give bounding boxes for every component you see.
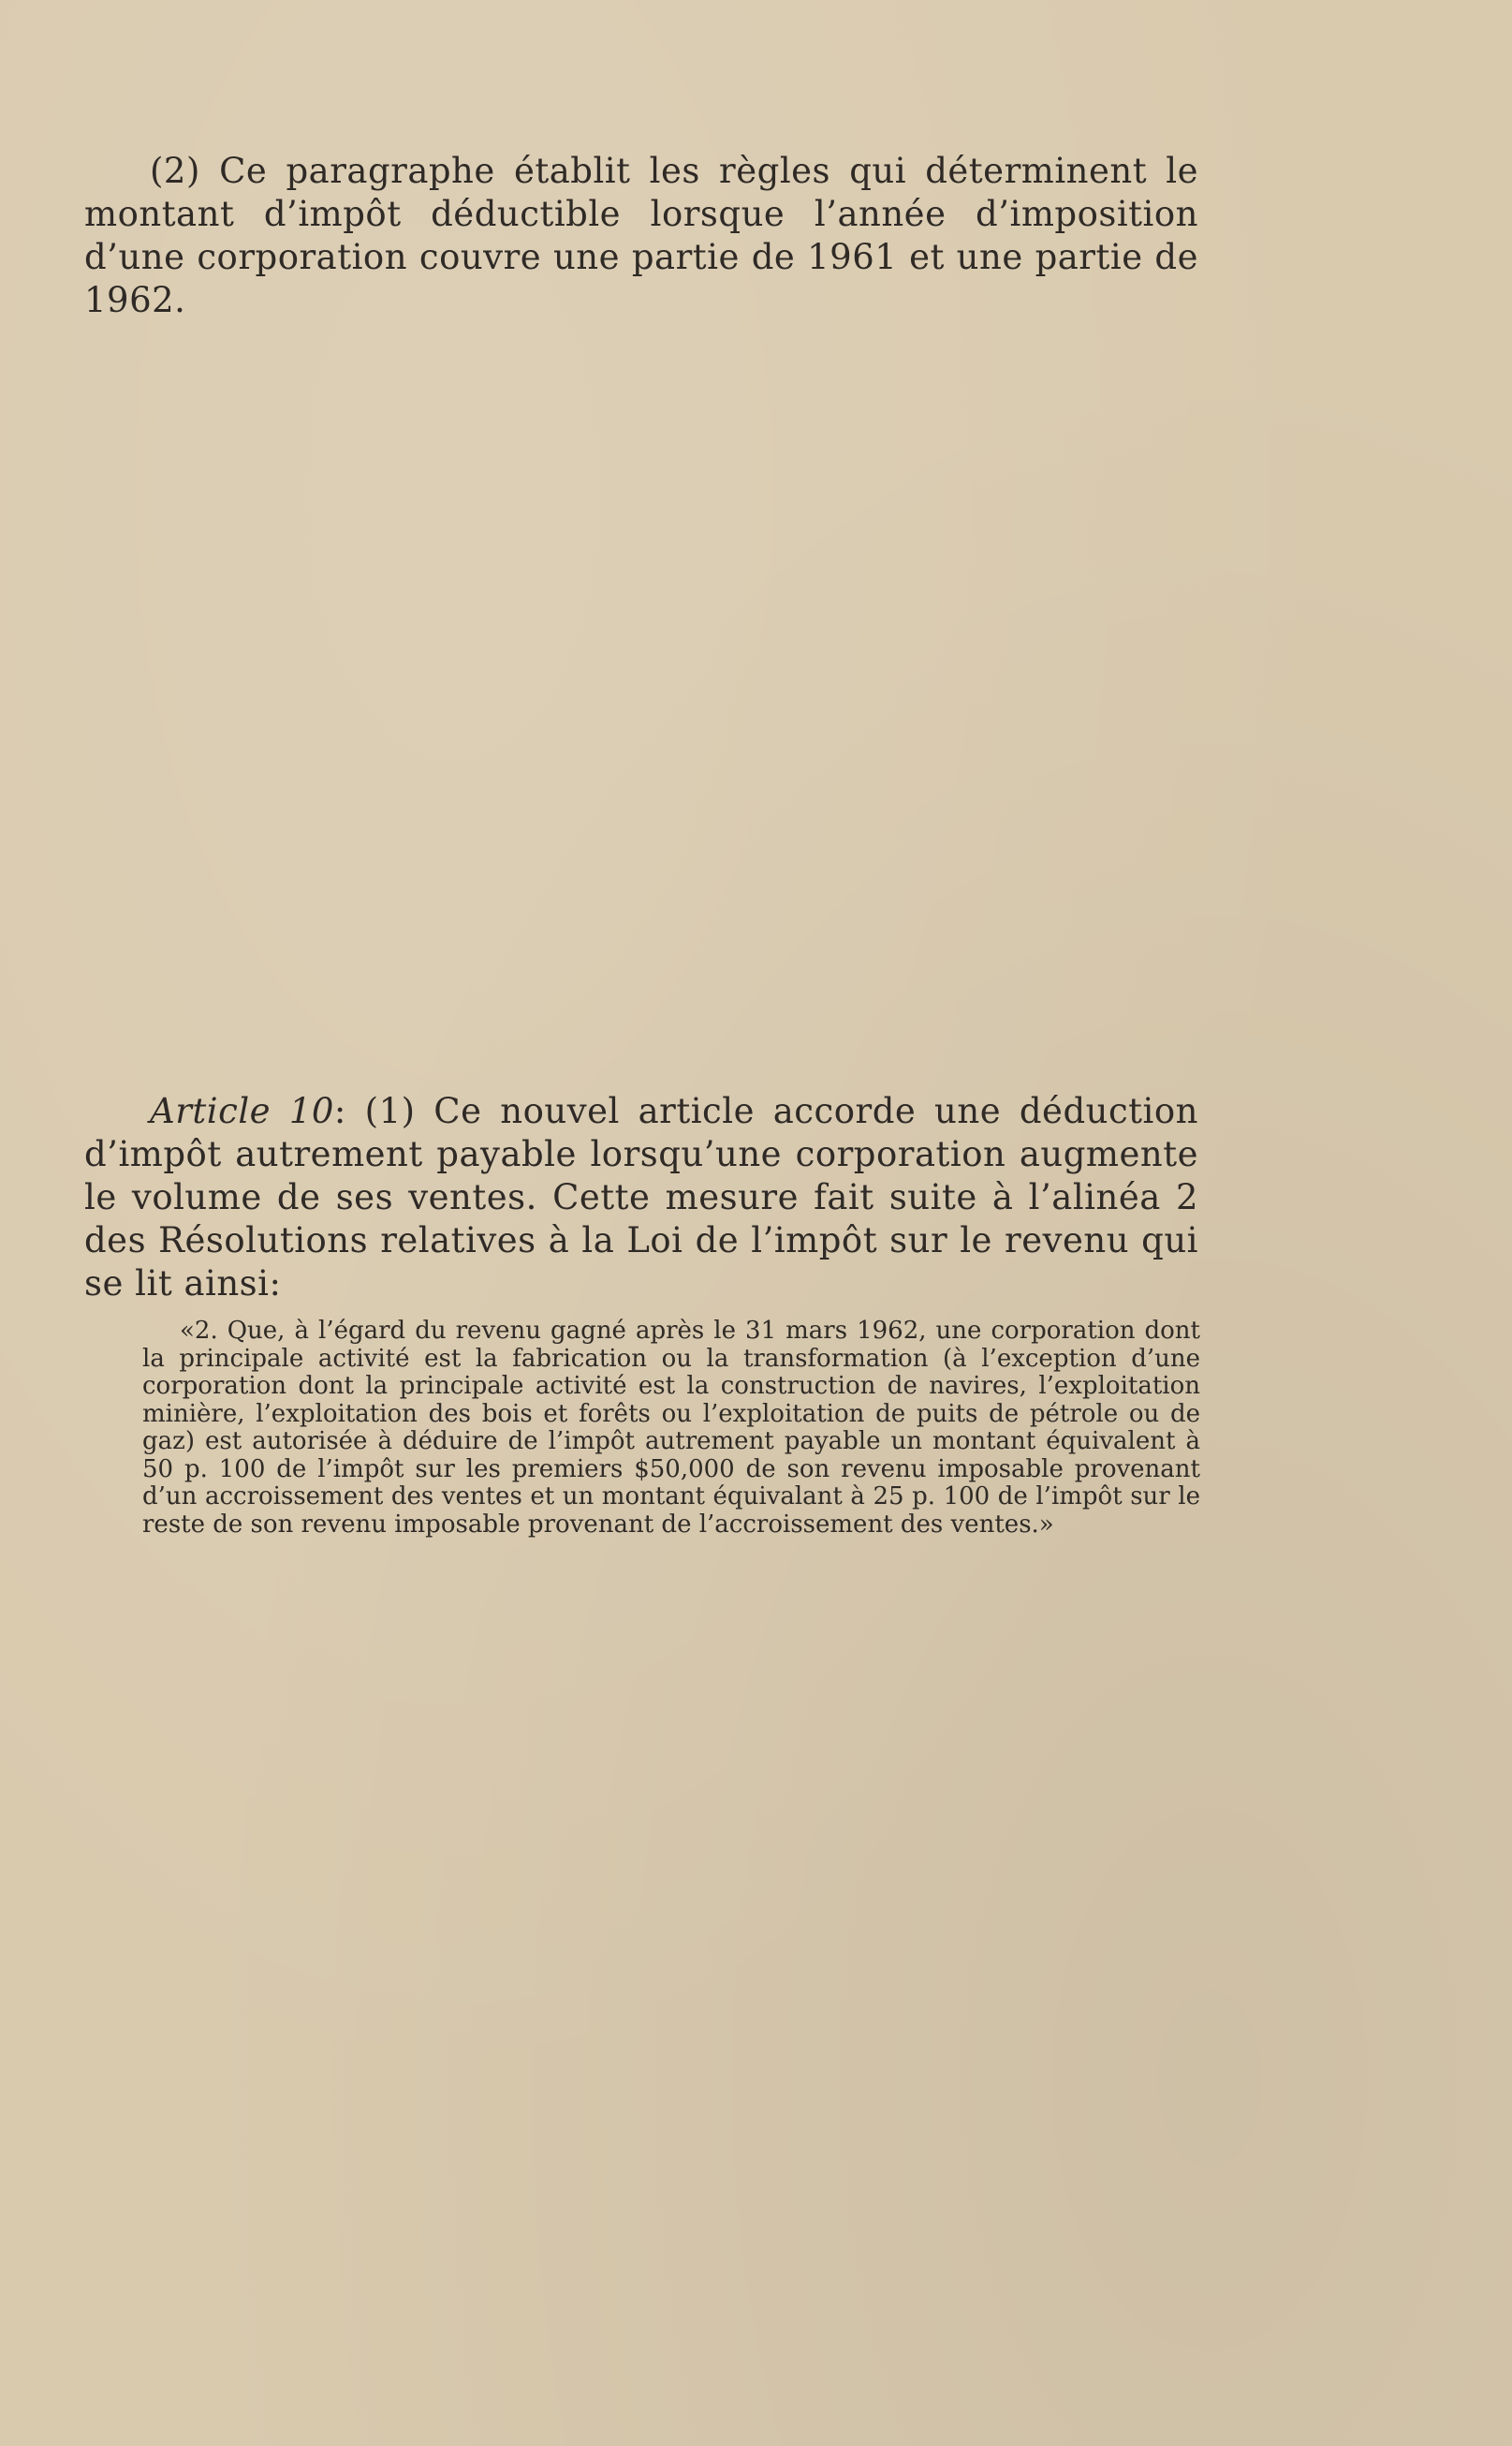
article-10-colon: : bbox=[333, 1091, 346, 1131]
article-10-block bbox=[84, 1090, 1198, 1305]
paragraph-2: (2) Ce paragraphe établit les règles qui déterminent le montant d’impôt déductible lorsque l’année d’imposition d’une corporation couvre une partie de 1961 et une partie de 1962. bbox=[84, 151, 1198, 320]
article-10-paragraph bbox=[84, 1090, 1198, 1305]
article-10-label: Article 10 bbox=[150, 1091, 334, 1131]
article-10-text: (1) Ce nouvel article accorde une déduction d’impôt autrement payable lorsqu’une corporation augmente le volume de ses ventes. Cette mesure fait suite à l’alinéa 2 des Résolutions relatives à la Loi de l’impôt sur le revenu qui se lit ainsi: bbox=[84, 1091, 1198, 1304]
resolution-quotation: «2. Que, à l’égard du revenu gagné après le 31 mars 1962, une corporation dont la principale activité est la fabrication ou la transformation (à l’exception d’une corporation dont la principale activité est la construction de navires, l’exploitation minière, l’exploitation des bois et forêts ou l’exploitation de puits de pétrole ou de gaz) est autorisée à déduire de l’impôt autrement payable un montant équivalent à 50 p. 100 de l’impôt sur les premiers $50,000 de son revenu imposable provenant d’un accroissement des ventes et un montant équivalant à 25 p. 100 de l’impôt sur le reste de son revenu imposable provenant de l’accroissement des ventes.» bbox=[142, 1317, 1200, 1539]
paragraph-2-block bbox=[84, 150, 1198, 322]
